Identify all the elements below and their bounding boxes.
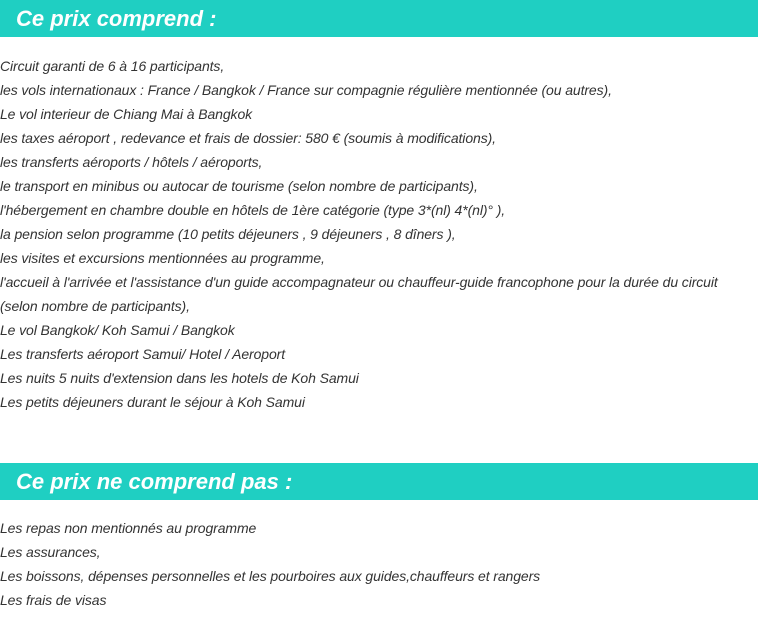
includes-item: Le vol interieur de Chiang Mai à Bangkok [0,106,253,122]
excludes-heading: Ce prix ne comprend pas : [0,463,758,500]
includes-item: Circuit garanti de 6 à 16 participants, [0,58,225,74]
includes-heading: Ce prix comprend : [0,0,758,37]
includes-item: Les nuits 5 nuits d'extension dans les hotels de Koh Samui [0,370,359,386]
includes-item: l'accueil à l'arrivée et l'assistance d'un guide accompagnateur ou chauffeur-guide francophone pour la durée du circuit [0,274,718,290]
includes-item: (selon nombre de participants), [0,298,190,314]
excludes-item: Les frais de visas [0,592,107,608]
excludes-item: Les repas non mentionnés au programme [0,520,257,536]
includes-item: les transferts aéroports / hôtels / aéroports, [0,154,263,170]
includes-item: la pension selon programme (10 petits déjeuners , 9 déjeuners , 8 dîners ), [0,226,456,242]
excludes-list [0,516,756,612]
excludes-item: Les boissons, dépenses personnelles et les pourboires aux guides,chauffeurs et rangers [0,568,541,584]
excludes-item: Les assurances, [0,544,101,560]
includes-list [0,54,756,414]
includes-item: les vols internationaux : France / Bangkok / France sur compagnie régulière mentionnée (ou autres), [0,82,612,98]
includes-item: l'hébergement en chambre double en hôtels de 1ère catégorie (type 3*(nl) 4*(nl)° ), [0,202,506,218]
includes-item: le transport en minibus ou autocar de tourisme (selon nombre de participants), [0,178,478,194]
includes-item: les taxes aéroport , redevance et frais de dossier: 580 € (soumis à modifications), [0,130,496,146]
includes-item: Les petits déjeuners durant le séjour à Koh Samui [0,394,305,410]
includes-item: les visites et excursions mentionnées au programme, [0,250,325,266]
includes-item: Les transferts aéroport Samui/ Hotel / Aeroport [0,346,286,362]
includes-item: Le vol Bangkok/ Koh Samui / Bangkok [0,322,235,338]
